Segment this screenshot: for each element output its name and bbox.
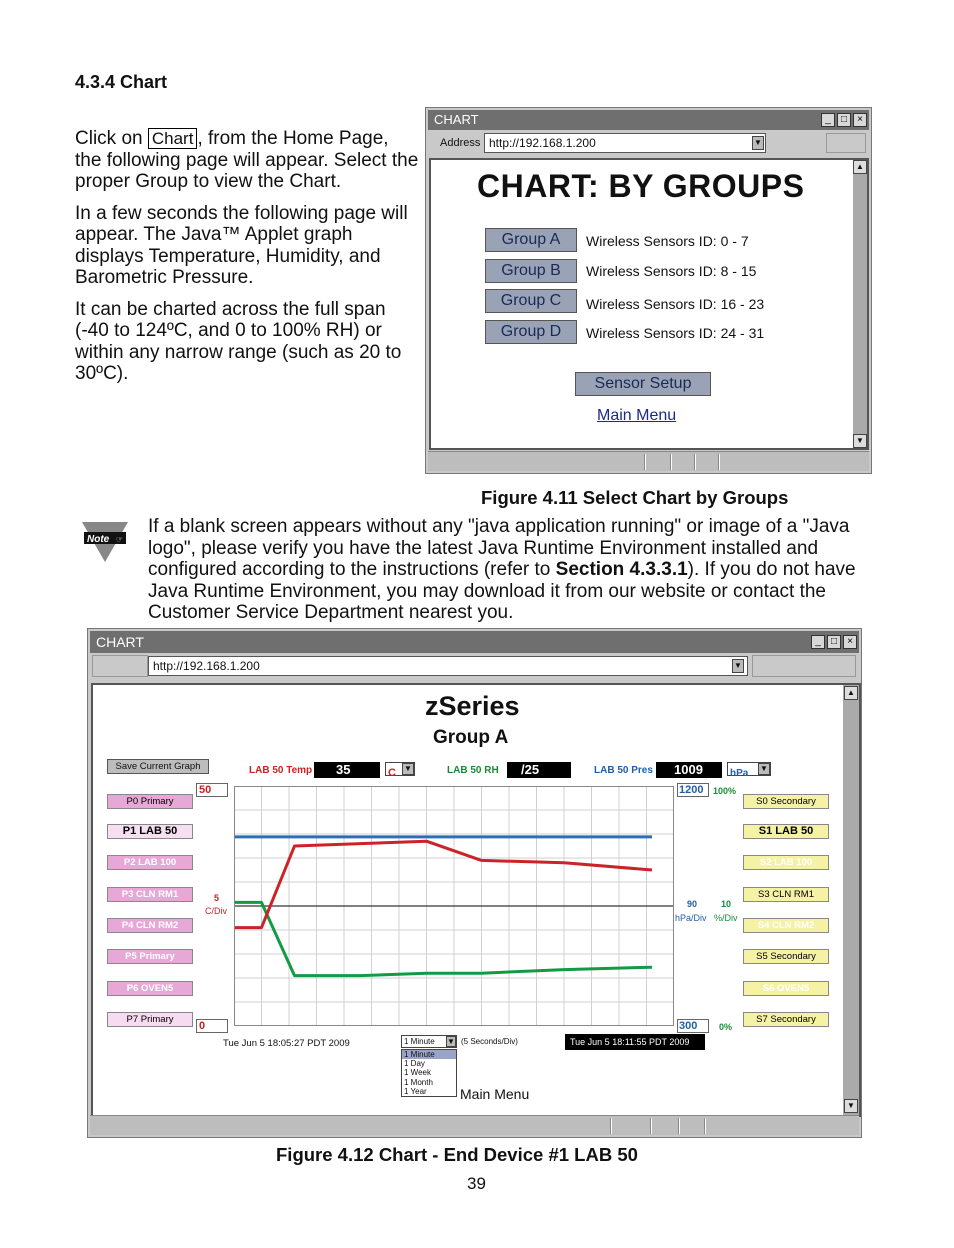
address-dropdown-icon[interactable]: ▼ [752, 136, 764, 150]
window-titlebar: CHART _ □ × [428, 110, 869, 130]
page-number: 39 [467, 1174, 486, 1193]
primary-button-7[interactable]: P7 Primary [107, 1012, 193, 1027]
right-pct-top: 100% [713, 786, 737, 796]
right-pct-bottom: 0% [719, 1022, 733, 1032]
note-icon [80, 520, 130, 564]
figure-4-12-caption: Figure 4.12 Chart - End Device #1 LAB 50 [276, 1144, 638, 1165]
scroll-up-icon[interactable]: ▲ [853, 160, 867, 174]
window-titlebar: CHART _ □ × [90, 631, 859, 653]
address-label: Address [440, 137, 481, 149]
temp-unit-select[interactable]: C ▼ [385, 762, 415, 776]
save-graph-button[interactable]: Save Current Graph [107, 759, 209, 774]
scroll-down-icon[interactable]: ▼ [853, 434, 867, 448]
group-d-description: Wireless Sensors ID: 24 - 31 [586, 325, 765, 341]
status-bar [428, 451, 869, 471]
intro-paragraph-3: It can be charted across the full span (-40 to 124ºC, and 0 to 100% RH) or within any narrow range (such as 20 to 30ºC). [75, 298, 402, 384]
chart-plot-area [234, 786, 674, 1026]
primary-button-5[interactable]: P5 Primary [107, 949, 193, 964]
intro-paragraph-2: In a few seconds the following page will appear. The Java™ Applet graph displays Temperature, Humidity, and Barometric Pressure. [75, 202, 408, 288]
temp-value: 35 [314, 762, 380, 778]
page-content [429, 158, 869, 450]
right-div-hpa-unit: hPa/Div [675, 913, 707, 923]
left-div-value: 5 [214, 893, 220, 903]
page-heading: zSeries [425, 691, 520, 721]
interval-option-2[interactable]: 1 Week [404, 1068, 431, 1078]
note-badge-text: Note [87, 534, 110, 545]
primary-button-3[interactable]: P3 CLN RM1 [107, 887, 193, 902]
section-title: 4.3.4 Chart [75, 72, 168, 92]
interval-option-0[interactable]: 1 Minute [402, 1050, 456, 1059]
pres-unit-select[interactable]: hPa ▼ [727, 762, 771, 776]
address-bar[interactable]: http://192.168.1.200 [484, 133, 766, 153]
primary-button-2[interactable]: P2 LAB 100 [107, 855, 193, 870]
intro-paragraph-1: Click on Chart , from the Home Page, the following page will appear. Select the proper Group to view the Chart. [75, 128, 419, 192]
chart-groups-window [425, 107, 872, 474]
section-reference: Section 4.3.3.1 [555, 559, 688, 580]
rh-value: /25 [507, 762, 571, 778]
close-icon[interactable]: × [843, 635, 857, 649]
group-b-description: Wireless Sensors ID: 8 - 15 [586, 263, 757, 279]
pres-label: LAB 50 Pres [594, 765, 653, 776]
interval-options-list[interactable] [401, 1049, 457, 1097]
pres-value: 1009 [656, 762, 722, 778]
interval-dropdown-icon[interactable]: ▼ [447, 1037, 455, 1046]
svg-text:☞: ☞ [116, 535, 124, 544]
toolbar-slot-left [92, 655, 148, 677]
note-text: If a blank screen appears without any "java application running" or image of a "Java logo", please verify you have the latest Java Runtime Environment installed and configured according to the instructions (refer to Section 4.3.3.1). If you do not have Java Runtime Environment, you may download it from our website or contact the Customer Service Department nearest you. [148, 516, 856, 623]
toolbar-slot-right [752, 655, 856, 677]
right-div-pct-value: 10 [721, 899, 732, 909]
intro-text [75, 128, 420, 395]
sensor-setup-button[interactable]: Sensor Setup [575, 372, 711, 396]
secondary-button-2[interactable]: S2 LAB 100 [743, 855, 829, 870]
status-bar [90, 1115, 859, 1135]
toolbar-slot [826, 133, 866, 153]
start-time: Tue Jun 5 18:05:27 PDT 2009 [223, 1038, 350, 1049]
primary-button-6[interactable]: P6 OVEN5 [107, 981, 193, 996]
interval-select[interactable]: 1 Minute ▼ [401, 1035, 457, 1048]
group-c-description: Wireless Sensors ID: 16 - 23 [586, 296, 765, 312]
temp-label: LAB 50 Temp [249, 765, 313, 776]
figure-4-11-caption: Figure 4.11 Select Chart by Groups [481, 487, 789, 508]
address-dropdown-icon[interactable]: ▼ [732, 659, 744, 673]
close-icon[interactable]: × [853, 113, 867, 127]
secondary-button-5[interactable]: S5 Secondary [743, 949, 829, 964]
vertical-scrollbar[interactable] [853, 160, 867, 448]
primary-button-0[interactable]: P0 Primary [107, 794, 193, 809]
address-bar[interactable]: http://192.168.1.200 [148, 656, 748, 676]
group-c-button[interactable]: Group C [485, 289, 577, 313]
maximize-icon[interactable]: □ [837, 113, 851, 127]
page-content [91, 683, 861, 1117]
left-axis-top-input[interactable]: 50 [196, 783, 228, 797]
group-a-description: Wireless Sensors ID: 0 - 7 [586, 233, 749, 249]
pres-unit-dropdown-icon[interactable]: ▼ [758, 763, 770, 775]
right-axis-bottom-input[interactable]: 300 [677, 1019, 709, 1033]
rh-label: LAB 50 RH [447, 765, 499, 776]
maximize-icon[interactable]: □ [827, 635, 841, 649]
primary-button-1[interactable]: P1 LAB 50 [107, 824, 193, 839]
secondary-button-7[interactable]: S7 Secondary [743, 1012, 829, 1027]
zseries-chart-window [87, 628, 862, 1138]
right-div-hpa-value: 90 [687, 899, 698, 909]
minimize-icon[interactable]: _ [811, 635, 825, 649]
temp-unit-dropdown-icon[interactable]: ▼ [402, 763, 414, 775]
right-div-pct-unit: %/Div [714, 913, 738, 923]
interval-note: (5 Seconds/Div) [461, 1037, 518, 1046]
group-a-button[interactable]: Group A [485, 228, 577, 252]
interval-option-3[interactable]: 1 Month [404, 1077, 433, 1087]
rh-series-line [234, 902, 652, 975]
group-d-button[interactable]: Group D [485, 320, 577, 344]
interval-option-4[interactable]: 1 Year [404, 1086, 427, 1096]
left-axis-bottom-input[interactable]: 0 [196, 1019, 228, 1033]
secondary-button-1[interactable]: S1 LAB 50 [743, 824, 829, 839]
primary-button-4[interactable]: P4 CLN RM2 [107, 918, 193, 933]
minimize-icon[interactable]: _ [821, 113, 835, 127]
secondary-button-6[interactable]: S6 OVEN5 [743, 981, 829, 996]
temp-series-line [234, 841, 652, 927]
vertical-scrollbar[interactable] [843, 685, 859, 1115]
chart-button-image: Chart [148, 128, 198, 149]
right-axis-top-input[interactable]: 1200 [677, 783, 709, 797]
left-div-unit: C/Div [205, 906, 227, 916]
secondary-button-0[interactable]: S0 Secondary [743, 794, 829, 809]
end-time: Tue Jun 5 18:11:55 PDT 2009 [565, 1034, 705, 1050]
group-subheading: Group A [433, 727, 509, 748]
main-menu-link[interactable]: Main Menu [597, 407, 677, 424]
page-heading: CHART: BY GROUPS [477, 168, 805, 204]
group-b-button[interactable]: Group B [485, 259, 577, 283]
interval-option-1[interactable]: 1 Day [404, 1059, 425, 1069]
scroll-down-icon[interactable]: ▼ [844, 1099, 858, 1113]
secondary-button-4[interactable]: S4 CLN RM2 [743, 918, 829, 933]
scroll-up-icon[interactable]: ▲ [844, 686, 858, 700]
secondary-button-3[interactable]: S3 CLN RM1 [743, 887, 829, 902]
main-menu-link[interactable]: Main Menu [460, 1086, 530, 1102]
